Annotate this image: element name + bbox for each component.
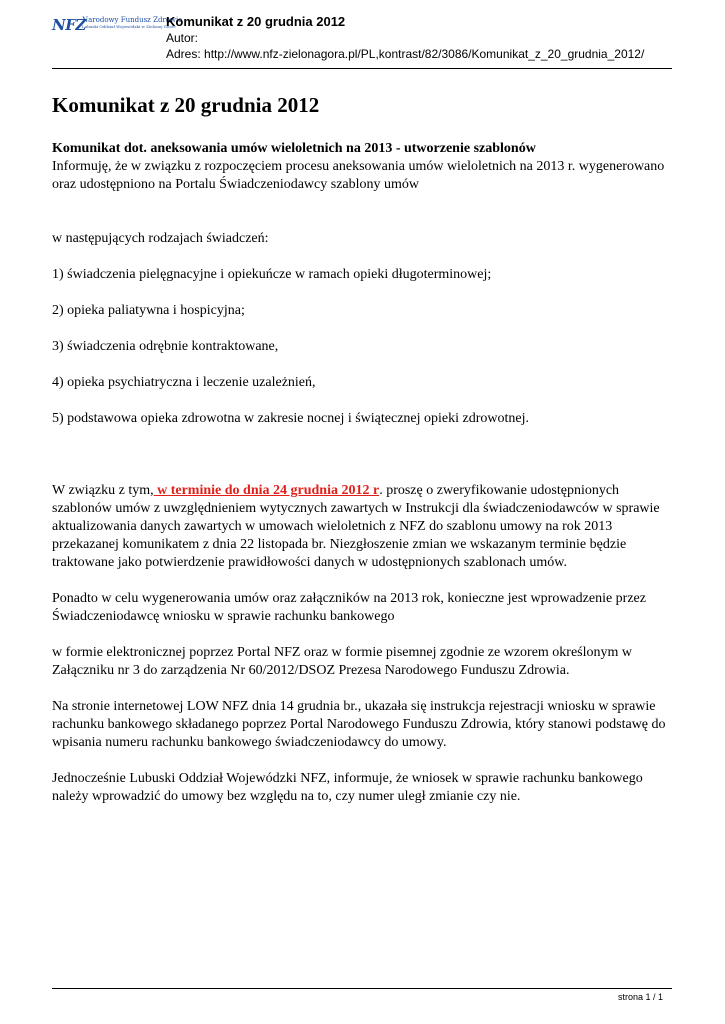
article-subtitle: Komunikat dot. aneksowania umów wieloletnich na 2013 - utworzenie szablonów — [52, 141, 536, 156]
list-item: 1) świadczenia pielęgnacyjne i opiekuńcze w ramach opieki długoterminowej; — [52, 267, 492, 282]
logo-mark: NFZ — [52, 16, 86, 34]
closing-paragraph: Jednocześnie Lubuski Oddział Wojewódzki NFZ, informuje, że wniosek w sprawie rachunku bankowego należy wprowadzić do umowy bez względu na to, czy numer uległ zmianie czy nie. — [52, 771, 643, 804]
header-address: Adres: http://www.nfz-zielonagora.pl/PL,kontrast/82/3086/Komunikat_z_20_grudnia_2012/ — [166, 47, 645, 61]
list-item: 2) opieka paliatywna i hospicyjna; — [52, 303, 245, 318]
intro-text: Informuję, że w związku z rozpoczęciem procesu aneksowania umów wieloletnich na 2013 r. wygenerowano oraz udostępniono na Portalu Świadczeniodawcy szablony umów — [52, 159, 665, 192]
article-body — [52, 92, 677, 806]
list-item: 3) świadczenia odrębnie kontraktowane, — [52, 339, 279, 354]
logo-text — [82, 16, 183, 29]
page-number: strona 1 / 1 — [617, 992, 663, 1002]
bank-account-paragraph: Ponadto w celu wygenerowania umów oraz załączników na 2013 rok, konieczne jest wprowadzenie przez Świadczeniodawcę wniosku w sprawie rachunku bankowego — [52, 591, 646, 624]
list-item: 5) podstawowa opieka zdrowotna w zakresie nocnej i świątecznej opieki zdrowotnej. — [52, 411, 529, 426]
deadline-highlight: w terminie do dnia 24 grudnia 2012 r — [153, 483, 380, 498]
header-author: Autor: — [166, 31, 199, 45]
deadline-paragraph — [52, 482, 677, 572]
deadline-text-after: . proszę o zweryfikowanie udostępnionych szablonów umów z uwzględnieniem wytycznych zawartych w Instrukcji dla świadczeniodawców w sprawie aktualizowania danych zawartych w umowach wieloletnich z NFZ do szablonu umowy na rok 2013 przekazanej komunikatem z dnia 22 listopada br. Niezgłoszenie zmian we wskazanym terminie będzie traktowane jako potwierdzenie prawidłowości danych w udostępnionych szablonach umów. — [52, 483, 660, 570]
intro-paragraph — [52, 140, 677, 194]
list-item: 4) opieka psychiatryczna i leczenie uzależnień, — [52, 375, 316, 390]
list-lead: w następujących rodzajach świadczeń: — [52, 231, 269, 246]
logo-name: Narodowy Fundusz Zdrowia — [82, 16, 183, 24]
deadline-text-before: W związku z tym, — [52, 483, 154, 498]
page-title: Komunikat z 20 grudnia 2012 — [52, 93, 320, 117]
logo-subtitle: Lubuski Oddział Wojewódzki w Zielonej Górze — [82, 24, 176, 29]
header-meta — [166, 14, 644, 62]
form-paragraph: w formie elektronicznej poprzez Portal NFZ oraz w formie pisemnej zgodnie ze wzorem określonym w Załączniku nr 3 do zarządzenia Nr 60/2012/DSOZ Prezesa Narodowego Funduszu Zdrowia. — [52, 645, 633, 678]
page-header — [52, 14, 672, 69]
header-title: Komunikat z 20 grudnia 2012 — [166, 14, 346, 29]
instruction-paragraph: Na stronie internetowej LOW NFZ dnia 14 grudnia br., ukazała się instrukcja rejestracji wniosku w sprawie rachunku bankowego składanego poprzez Portal Narodowego Funduszu Zdrowia, który stanowi podstawę do wpisania numeru rachunku bankowego świadczeniodawcy do umowy. — [52, 699, 666, 750]
footer-divider — [52, 988, 672, 989]
nfz-logo — [52, 16, 183, 38]
